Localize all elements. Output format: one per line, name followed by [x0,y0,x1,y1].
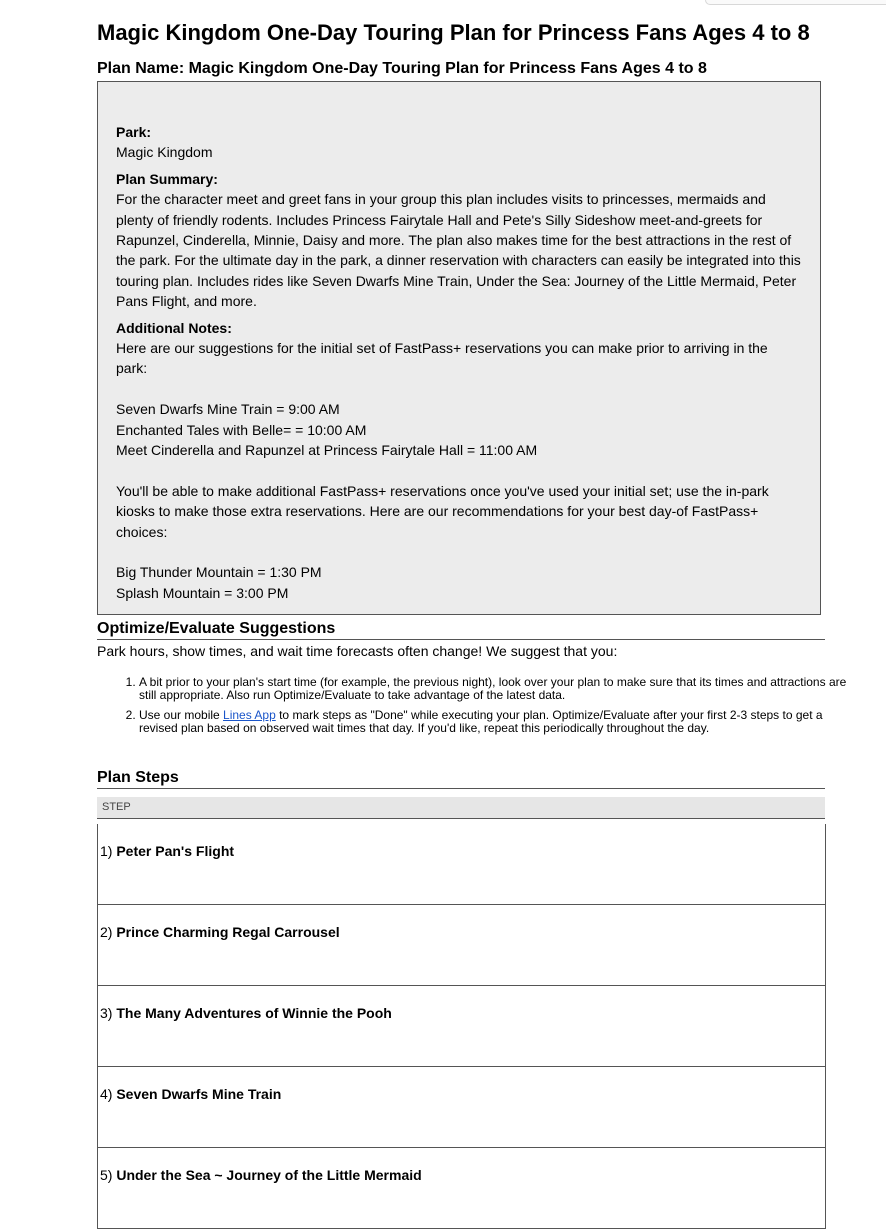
step-name: Under the Sea ~ Journey of the Little Mermaid [116,1167,422,1183]
step-row [97,986,826,1067]
fastpass-initial-item: Meet Cinderella and Rapunzel at Princess Fairytale Hall = 11:00 AM [116,442,538,459]
step-name: Seven Dwarfs Mine Train [116,1086,282,1102]
plan-summary-text: For the character meet and greet fans in your group this plan includes visits to princesses, mermaids and plenty of friendly rodents. Includes Princess Fairytale Hall and Pete's Silly Sideshow meet-and-greets for Rapunzel, Cinderella, Minnie, Daisy and more. The plan also makes time for the best attractions in the rest of the park. For the ultimate day in the park, a dinner reservation with characters can easily be integrated into this touring plan. Includes rides like Seven Dwarfs Mine Train, Under the Sea: Journey of the Little Mermaid, Peter Pans Flight, and more. [116,191,801,310]
notes-intro: Here are our suggestions for the initial set of FastPass+ reservations you can make prior to arriving in the park: [116,340,768,377]
notes-additional: You'll be able to make additional FastPass+ reservations once you've used your initial set; use the in-park kiosks to make those extra reservations. Here are our recommendations for your best day-of FastPass+ choices: [116,482,769,540]
lines-app-link[interactable]: Lines App [223,708,276,722]
step-column-header: STEP [97,797,825,819]
step-row [97,905,826,986]
fastpass-dayof-item: Big Thunder Mountain = 1:30 PM [116,564,322,581]
optimize-suggestion-item: 1. A bit prior to your plan's start time (for example, the previous night), look over your plan to make sure that its times and attractions are still appropriate. Also run Optimize/Evaluate to take advantage of the latest data. [139,676,853,702]
step-number: 2) [100,924,113,940]
step-number: 1) [100,843,113,859]
step-number: 4) [100,1086,113,1102]
step-name: Peter Pan's Flight [116,843,235,859]
additional-notes-section [116,318,802,604]
browser-ui-edge [705,0,886,5]
park-value: Magic Kingdom [116,144,213,161]
plan-summary-label: Plan Summary: [116,170,218,187]
page-title: Magic Kingdom One-Day Touring Plan for Princess Fans Ages 4 to 8 [97,20,810,45]
optimize-section-title: Optimize/Evaluate Suggestions [97,620,825,640]
step-row [97,1148,826,1229]
park-section [116,122,802,163]
optimize-suggestions-list [97,676,853,742]
plan-summary-box [97,81,821,615]
item-text: Use our mobile [139,708,224,722]
step-row [97,824,826,905]
plan-steps-list [97,824,826,1229]
fastpass-dayof-item: Splash Mountain = 3:00 PM [116,584,289,601]
additional-notes-label: Additional Notes: [116,319,232,336]
step-name: Prince Charming Regal Carrousel [116,924,340,940]
step-name: The Many Adventures of Winnie the Pooh [116,1005,392,1021]
item-text: to mark steps as "Done" while executing your plan. Optimize/Evaluate after your first 2-3 steps to get a revised plan based on observed wait times that day. If you'd like, repeat this periodically throughout the day. [139,708,823,735]
plan-steps-title: Plan Steps [97,769,825,789]
optimize-intro: Park hours, show times, and wait time forecasts often change! We suggest that you: [97,643,618,659]
park-label: Park: [116,124,152,140]
step-number: 3) [100,1005,113,1021]
fastpass-initial-item: Enchanted Tales with Belle= = 10:00 AM [116,421,367,438]
fastpass-initial-item: Seven Dwarfs Mine Train = 9:00 AM [116,401,340,418]
optimize-suggestion-item [139,709,853,735]
plan-name-heading: Plan Name: Magic Kingdom One-Day Touring Plan for Princess Fans Ages 4 to 8 [97,60,707,77]
step-number: 5) [100,1167,113,1183]
plan-summary-section [116,169,802,312]
step-row [97,1067,826,1148]
